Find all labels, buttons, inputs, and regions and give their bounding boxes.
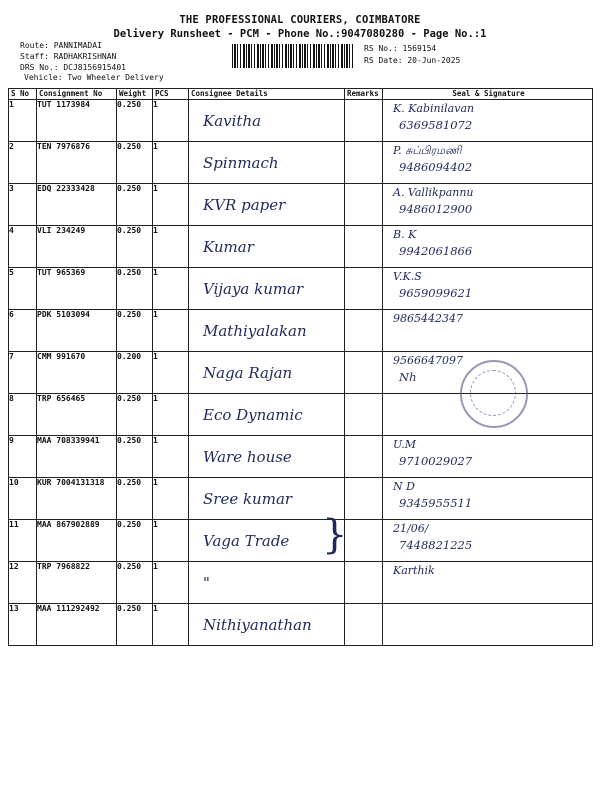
- signature-line1: 21/06/: [393, 522, 429, 535]
- row-consignee: [189, 184, 345, 226]
- row-pcs: 1: [153, 436, 189, 478]
- row-weight: 0.250: [117, 436, 153, 478]
- row-consignment-no: TUT 1173984: [37, 100, 117, 142]
- row-signature: [383, 226, 593, 268]
- row-pcs: 1: [153, 226, 189, 268]
- row-consignment-no: TRP 656465: [37, 394, 117, 436]
- row-sno: 12: [9, 562, 37, 604]
- table-row: [9, 604, 593, 646]
- table-row: [9, 268, 593, 310]
- row-remarks: [345, 226, 383, 268]
- row-remarks: [345, 478, 383, 520]
- row-remarks: [345, 268, 383, 310]
- consignee-handwriting: Vijaya kumar: [203, 280, 304, 298]
- signature-line2: 9486094402: [399, 160, 473, 174]
- courier-stamp: [460, 360, 528, 428]
- signature-line2: 9486012900: [399, 202, 473, 216]
- signature-line1: 9566647097: [393, 354, 463, 367]
- row-consignment-no: VLI 234249: [37, 226, 117, 268]
- signature-line2: 7448821225: [399, 538, 473, 552]
- signature-line2: 9942061866: [399, 244, 473, 258]
- row-signature: [383, 436, 593, 478]
- row-consignee: [189, 100, 345, 142]
- row-consignee: [189, 604, 345, 646]
- table-row: [9, 184, 593, 226]
- consignee-handwriting: Naga Rajan: [203, 364, 293, 382]
- handwritten-bracket: }: [322, 512, 348, 558]
- row-remarks: [345, 310, 383, 352]
- row-pcs: 1: [153, 142, 189, 184]
- route-label: Route: PANNIMADAI: [20, 41, 102, 50]
- row-consignee: [189, 268, 345, 310]
- row-consignee: [189, 142, 345, 184]
- row-pcs: 1: [153, 604, 189, 646]
- consignee-handwriting: Nithiyanathan: [203, 616, 312, 634]
- signature-line1: U.M: [393, 438, 417, 451]
- signature-line2: 9659099621: [399, 286, 473, 300]
- table-row: [9, 436, 593, 478]
- row-weight: 0.250: [117, 268, 153, 310]
- signature-line2: 9345955511: [399, 496, 473, 510]
- row-pcs: 1: [153, 394, 189, 436]
- company-title: THE PROFESSIONAL COURIERS, COIMBATORE: [179, 14, 421, 26]
- row-sno: 2: [9, 142, 37, 184]
- signature-line2: Nh: [399, 370, 417, 384]
- col-remarks: Remarks: [345, 89, 383, 100]
- row-pcs: 1: [153, 520, 189, 562]
- row-signature: [383, 310, 593, 352]
- consignee-handwriting: KVR paper: [203, 196, 286, 214]
- signature-line1: A. Vallikpannu: [393, 186, 474, 199]
- col-seal: Seal & Signature: [383, 89, 593, 100]
- row-pcs: 1: [153, 562, 189, 604]
- row-sno: 13: [9, 604, 37, 646]
- row-weight: 0.250: [117, 142, 153, 184]
- row-consignee: [189, 562, 345, 604]
- row-weight: 0.250: [117, 394, 153, 436]
- signature-line1: K. Kabinilavan: [393, 102, 475, 115]
- col-weight: Weight: [117, 89, 153, 100]
- signature-line1: 9865442347: [393, 312, 463, 325]
- row-consignment-no: PDK 5103094: [37, 310, 117, 352]
- signature-line1: P. சுப்பிரமணி: [393, 144, 462, 157]
- row-consignee: [189, 352, 345, 394]
- table-row: [9, 142, 593, 184]
- row-consignment-no: MAA 111292492: [37, 604, 117, 646]
- row-consignee: [189, 226, 345, 268]
- consignee-handwriting: Ware house: [203, 448, 292, 466]
- row-signature: [383, 100, 593, 142]
- row-consignee: [189, 436, 345, 478]
- col-pcs: PCS: [153, 89, 189, 100]
- consignee-handwriting: Kavitha: [203, 112, 262, 130]
- row-consignment-no: MAA 867902889: [37, 520, 117, 562]
- row-remarks: [345, 184, 383, 226]
- row-sno: 8: [9, 394, 37, 436]
- table-row: [9, 310, 593, 352]
- row-remarks: [345, 604, 383, 646]
- row-consignment-no: TEN 7976876: [37, 142, 117, 184]
- row-sno: 7: [9, 352, 37, 394]
- row-sno: 5: [9, 268, 37, 310]
- row-pcs: 1: [153, 478, 189, 520]
- row-signature: [383, 478, 593, 520]
- row-signature: [383, 520, 593, 562]
- col-sno: S No: [9, 89, 37, 100]
- signature-line1: Karthik: [393, 564, 435, 577]
- consignee-handwriting: Mathiyalakan: [203, 322, 307, 340]
- row-signature: [383, 268, 593, 310]
- consignee-handwriting: Spinmach: [203, 154, 279, 172]
- row-weight: 0.200: [117, 352, 153, 394]
- row-sno: 11: [9, 520, 37, 562]
- row-weight: 0.250: [117, 100, 153, 142]
- row-weight: 0.250: [117, 184, 153, 226]
- table-row: [9, 520, 593, 562]
- row-consignment-no: KUR 7004131318: [37, 478, 117, 520]
- signature-line1: B. K: [393, 228, 417, 241]
- row-sno: 10: [9, 478, 37, 520]
- row-consignment-no: EDQ 22333428: [37, 184, 117, 226]
- row-consignee: [189, 394, 345, 436]
- row-remarks: [345, 352, 383, 394]
- consignee-handwriting: Vaga Trade: [203, 532, 290, 550]
- signature-line2: 6369581072: [399, 118, 473, 132]
- table-header: [9, 89, 593, 100]
- row-pcs: 1: [153, 310, 189, 352]
- row-signature: [383, 184, 593, 226]
- signature-line1: V.K.S: [393, 270, 422, 283]
- signature-line1: N D: [393, 480, 415, 493]
- row-consignee: [189, 310, 345, 352]
- row-weight: 0.250: [117, 562, 153, 604]
- row-sno: 3: [9, 184, 37, 226]
- table-row: [9, 226, 593, 268]
- consignee-handwriting: Eco Dynamic: [203, 406, 303, 424]
- signature-line2: 9710029027: [399, 454, 473, 468]
- consignee-handwriting: ": [203, 574, 210, 592]
- consignee-handwriting: Sree kumar: [203, 490, 293, 508]
- table-row: [9, 562, 593, 604]
- table-row: [9, 478, 593, 520]
- row-consignment-no: CMM 991670: [37, 352, 117, 394]
- row-weight: 0.250: [117, 226, 153, 268]
- row-signature: [383, 604, 593, 646]
- row-sno: 6: [9, 310, 37, 352]
- staff-label: Staff: RADHAKRISHNAN: [20, 52, 117, 61]
- consignee-handwriting: Kumar: [203, 238, 254, 256]
- row-consignment-no: TUT 965369: [37, 268, 117, 310]
- row-pcs: 1: [153, 268, 189, 310]
- rs-no: RS No.: 1569154: [364, 44, 437, 53]
- row-signature: [383, 142, 593, 184]
- row-consignment-no: MAA 708339941: [37, 436, 117, 478]
- row-weight: 0.250: [117, 520, 153, 562]
- row-remarks: [345, 142, 383, 184]
- row-pcs: 1: [153, 100, 189, 142]
- barcode: [232, 44, 354, 68]
- row-remarks: [345, 100, 383, 142]
- col-consignee: Consignee Details: [189, 89, 345, 100]
- row-sno: 9: [9, 436, 37, 478]
- drs-label: DRS No.: DCJ8156915401: [20, 63, 126, 72]
- row-remarks: [345, 436, 383, 478]
- row-pcs: 1: [153, 352, 189, 394]
- row-consignment-no: TRP 7968822: [37, 562, 117, 604]
- row-pcs: 1: [153, 184, 189, 226]
- row-sno: 1: [9, 100, 37, 142]
- vehicle-label: Vehicle: Two Wheeler Delivery: [24, 73, 164, 82]
- row-signature: [383, 562, 593, 604]
- row-remarks: [345, 394, 383, 436]
- row-remarks: [345, 520, 383, 562]
- col-consignment: Consignment No: [37, 89, 117, 100]
- row-remarks: [345, 562, 383, 604]
- row-weight: 0.250: [117, 478, 153, 520]
- table-row: [9, 100, 593, 142]
- row-weight: 0.250: [117, 604, 153, 646]
- rs-date: RS Date: 20-Jun-2025: [364, 56, 461, 65]
- row-sno: 4: [9, 226, 37, 268]
- runsheet-title: Delivery Runsheet - PCM - Phone No.:9047080280 - Page No.:1: [113, 28, 487, 40]
- row-weight: 0.250: [117, 310, 153, 352]
